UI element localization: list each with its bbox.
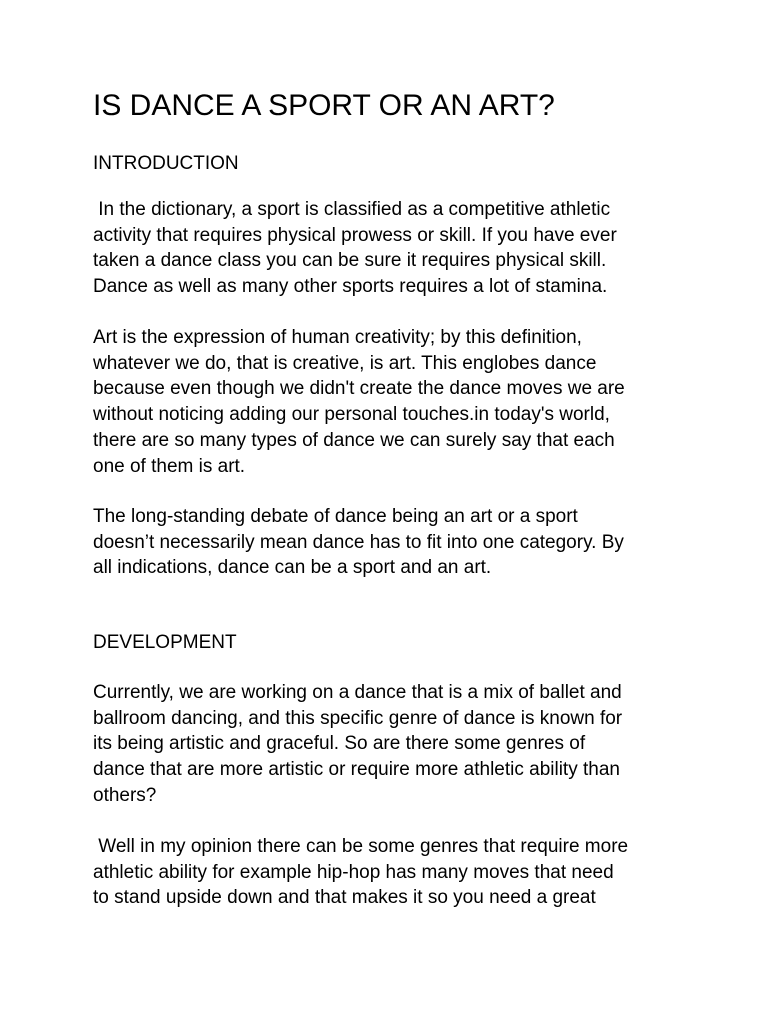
intro-paragraph-3 xyxy=(93,504,693,581)
text-line: whatever we do, that is creative, is art. This englobes dance xyxy=(93,352,597,374)
text-line: there are so many types of dance we can surely say that each xyxy=(93,429,615,451)
section-heading-development: DEVELOPMENT xyxy=(93,632,237,653)
text-line: one of them is art. xyxy=(93,455,246,477)
development-paragraph-1 xyxy=(93,680,693,809)
text-line: taken a dance class you can be sure it requires physical skill. xyxy=(93,250,607,272)
document-title: IS DANCE A SPORT OR AN ART? xyxy=(93,89,555,122)
text-line: Currently, we are working on a dance that is a mix of ballet and xyxy=(93,682,622,703)
text-line: because even though we didn't create the dance moves we are xyxy=(93,378,625,400)
text-line: doesn’t necessarily mean dance has to fit into one category. By xyxy=(93,531,624,553)
text-line: ballroom dancing, and this specific genre of dance is known for xyxy=(93,707,623,729)
section-heading-introduction: INTRODUCTION xyxy=(93,153,239,174)
text-line: dance that are more artistic or require more athletic ability than xyxy=(93,759,620,781)
text-line: Dance as well as many other sports requires a lot of stamina. xyxy=(93,276,608,298)
text-line: Art is the expression of human creativity; by this definition, xyxy=(93,327,582,348)
text-line: athletic ability for example hip-hop has many moves that need xyxy=(93,861,614,883)
text-line: others? xyxy=(93,784,157,806)
text-line: its being artistic and graceful. So are there some genres of xyxy=(93,733,586,755)
text-line: Well in my opinion there can be some genres that require more xyxy=(93,836,629,857)
text-line: The long-standing debate of dance being an art or a sport xyxy=(93,506,578,527)
text-line: to stand upside down and that makes it so you need a great xyxy=(93,887,596,909)
intro-paragraph-2 xyxy=(93,325,693,479)
text-line: all indications, dance can be a sport and an art. xyxy=(93,557,492,579)
text-line: without noticing adding our personal touches.in today's world, xyxy=(93,404,610,426)
text-line: activity that requires physical prowess or skill. If you have ever xyxy=(93,224,617,246)
intro-paragraph-1 xyxy=(93,197,693,300)
text-line: In the dictionary, a sport is classified as a competitive athletic xyxy=(93,199,611,220)
development-paragraph-2 xyxy=(93,834,693,911)
